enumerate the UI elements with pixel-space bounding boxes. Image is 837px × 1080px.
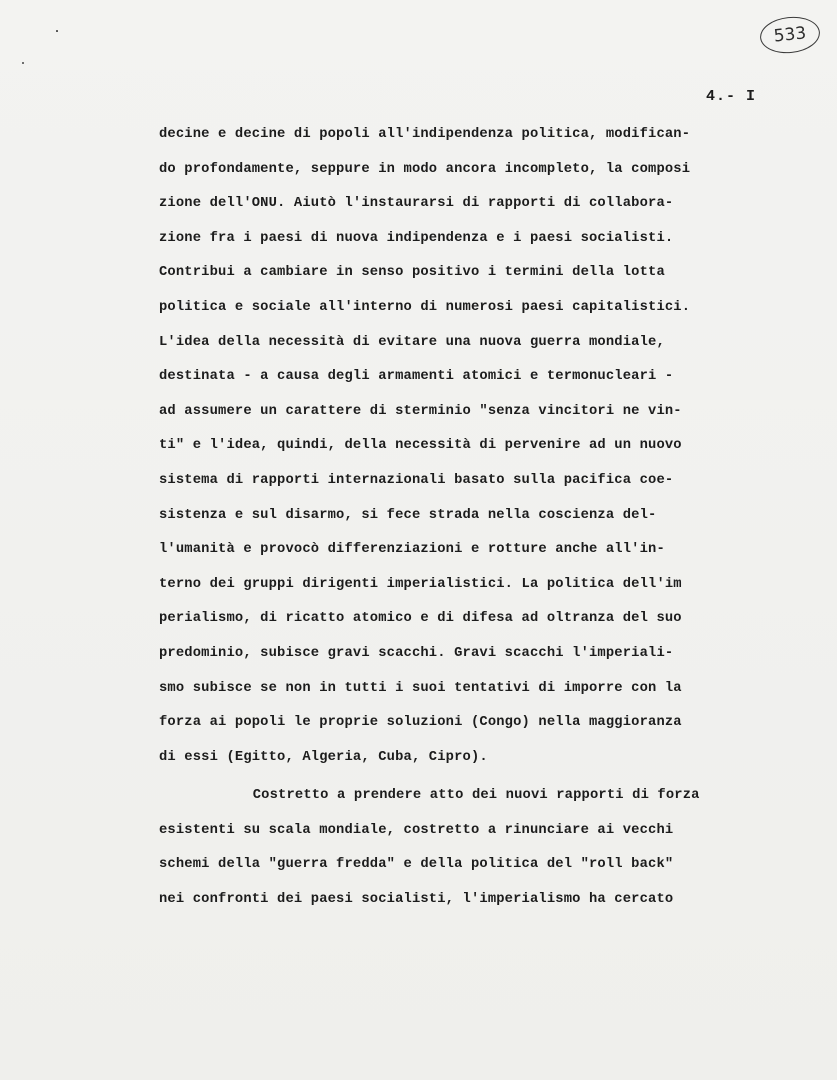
archive-number-stamp — [758, 14, 821, 56]
typewritten-text — [159, 118, 799, 918]
text-line: destinata - a causa degli armamenti atomici e termonucleari - — [159, 369, 674, 385]
text-line: do profondamente, seppure in modo ancora incompleto, la composi — [159, 161, 691, 177]
paper-speck — [22, 62, 24, 64]
text-line: schemi della "guerra fredda" e della politica del "roll back" — [159, 857, 674, 873]
text-line: sistema di rapporti internazionali basato sulla pacifica coe- — [159, 472, 674, 488]
text-line: ti" e l'idea, quindi, della necessità di pervenire ad un nuovo — [159, 438, 682, 454]
text-line: Contribui a cambiare in senso positivo i termini della lotta — [159, 265, 665, 281]
page-number: 4.- I — [706, 88, 757, 105]
stamp-number: 533 — [772, 23, 808, 47]
text-line: politica e sociale all'interno di numerosi paesi capitalistici. — [159, 299, 691, 315]
text-line: L'idea della necessità di evitare una nuova guerra mondiale, — [159, 334, 665, 350]
text-line: l'umanità e provocò differenziazioni e rotture anche all'in- — [159, 542, 665, 558]
text-line: forza ai popoli le proprie soluzioni (Congo) nella maggioranza — [159, 715, 682, 731]
text-line: sistenza e sul disarmo, si fece strada nella coscienza del- — [159, 507, 657, 523]
text-line: zione dell'ONU. Aiutò l'instaurarsi di rapporti di collabora- — [159, 196, 674, 212]
text-line: smo subisce se non in tutti i suoi tentativi di imporre con la — [159, 680, 682, 696]
text-line: di essi (Egitto, Algeria, Cuba, Cipro). — [159, 749, 488, 765]
text-line: ad assumere un carattere di sterminio "senza vincitori ne vin- — [159, 403, 682, 419]
paper-speck — [56, 30, 58, 32]
text-line: esistenti su scala mondiale, costretto a rinunciare ai vecchi — [159, 822, 674, 838]
text-line: zione fra i paesi di nuova indipendenza e i paesi socialisti. — [159, 230, 674, 246]
paragraph-first-line: Costretto a prendere atto dei nuovi rapporti di forza — [252, 788, 700, 804]
text-line: decine e decine di popoli all'indipendenza politica, modifican- — [159, 127, 691, 142]
text-line: perialismo, di ricatto atomico e di difesa ad oltranza del suo — [159, 611, 682, 627]
text-line: terno dei gruppi dirigenti imperialistici. La politica dell'im — [159, 576, 682, 592]
text-line: predominio, subisce gravi scacchi. Gravi scacchi l'imperiali- — [159, 645, 674, 661]
text-line: nei confronti dei paesi socialisti, l'imperialismo ha cercato — [159, 892, 674, 908]
